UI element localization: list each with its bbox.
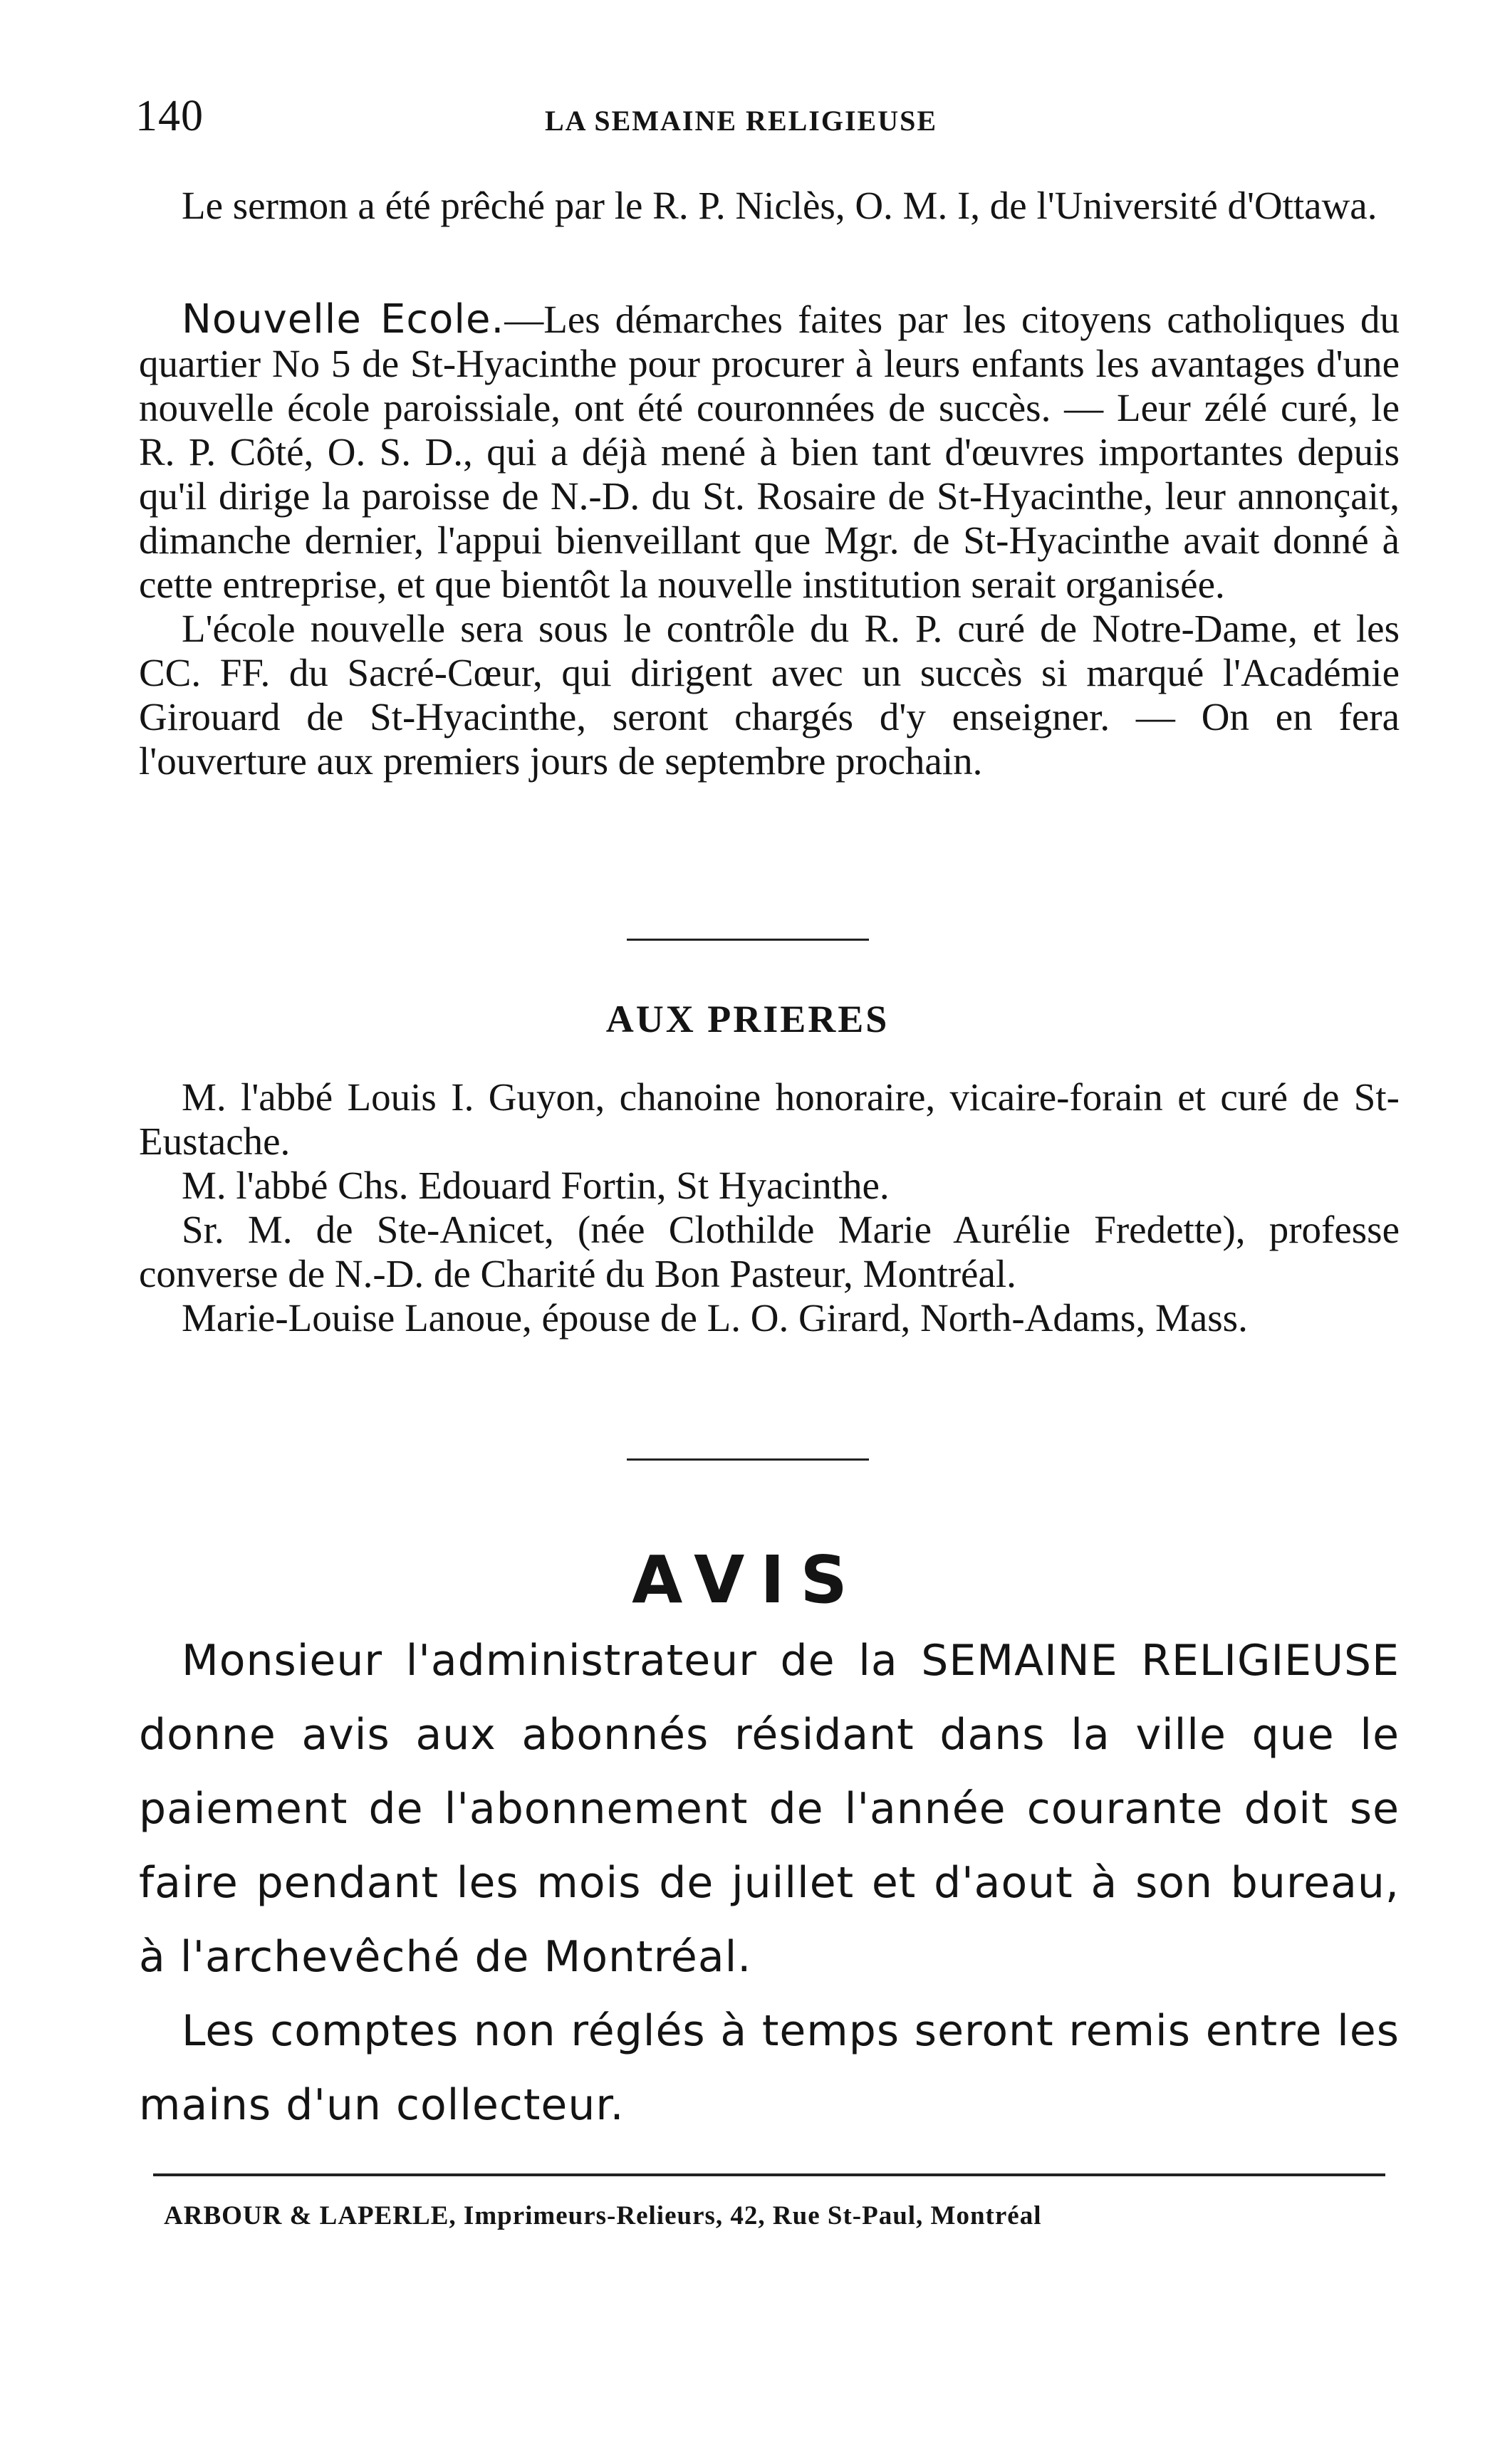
school-notice-heading: Nouvelle Ecole. xyxy=(182,296,505,343)
prayer-entry: Sr. M. de Ste-Anicet, (née Clothilde Marie Aurélie Fredette), professe converse de N.-D. de Charité du Bon Pasteur, Montréal. xyxy=(139,1208,1400,1295)
school-notice-paragraph-1 xyxy=(139,298,1400,607)
avis-notice xyxy=(139,1624,1400,2142)
prayer-entry: Marie-Louise Lanoue, épouse de L. O. Girard, North-Adams, Mass. xyxy=(182,1296,1248,1340)
prayer-entry: M. l'abbé Chs. Edouard Fortin, St Hyacinthe. xyxy=(182,1164,890,1207)
running-head xyxy=(135,84,1403,148)
avis-paragraph-2: Les comptes non réglés à temps seront remis entre les mains d'un collecteur. xyxy=(139,2006,1400,2130)
school-notice-paragraph-2: L'école nouvelle sera sous le contrôle du R. P. curé de Notre-Dame, et les CC. FF. du Sacré-Cœur, qui dirigent avec un succès si marqué l'Académie Girouard de St-Hyacinthe, seront chargés d'y enseigner. — On en fera l'ouverture aux premiers jours de septembre prochain. xyxy=(139,607,1400,783)
page-number: 140 xyxy=(135,92,204,140)
intro-paragraph-block xyxy=(139,184,1400,228)
prayers-list xyxy=(139,1075,1400,1340)
school-notice-text-1: —Les démarches faites par les citoyens catholiques du quartier No 5 de St-Hyacinthe pour procurer à leurs enfants les avantages d'une nouvelle école paroissiale, ont été couronnées de succès. — Leur zélé curé, le R. P. Côté, O. S. D., qui a déjà mené à bien tant d'œuvres importantes depuis qu'il dirige la paroisse de N.-D. du St. Rosaire de St-Hyacinthe, leur annonçait, dimanche dernier, l'appui bienveillant que Mgr. de St-Hyacinthe avait donné à cette entreprise, et que bientôt la nouvelle institution serait organisée. xyxy=(139,298,1400,606)
avis-paragraph-1: Monsieur l'administrateur de la SEMAINE RELIGIEUSE donne avis aux abonnés résidant dans la ville que le paiement de l'abonnement de l'année courante doit se faire pendant les mois de juillet et d'aout à son bureau, à l'archevêché de Montréal. xyxy=(139,1636,1400,1982)
prayer-entry: M. l'abbé Louis I. Guyon, chanoine honoraire, vicaire-forain et curé de St-Eustache. xyxy=(139,1075,1400,1163)
section-divider xyxy=(627,939,869,941)
prayers-heading: AUX PRIERES xyxy=(605,998,890,1040)
printer-imprint: ARBOUR & LAPERLE, Imprimeurs-Relieurs, 42, Rue St-Paul, Montréal xyxy=(164,2201,1042,2230)
section-divider xyxy=(627,1458,869,1461)
avis-title: AVIS xyxy=(632,1542,863,1618)
journal-title: LA SEMAINE RELIGIEUSE xyxy=(545,105,938,137)
footer-rule xyxy=(153,2173,1385,2176)
school-notice xyxy=(139,298,1400,783)
intro-paragraph: Le sermon a été prêché par le R. P. Niclès, O. M. I, de l'Université d'Ottawa. xyxy=(182,184,1377,227)
